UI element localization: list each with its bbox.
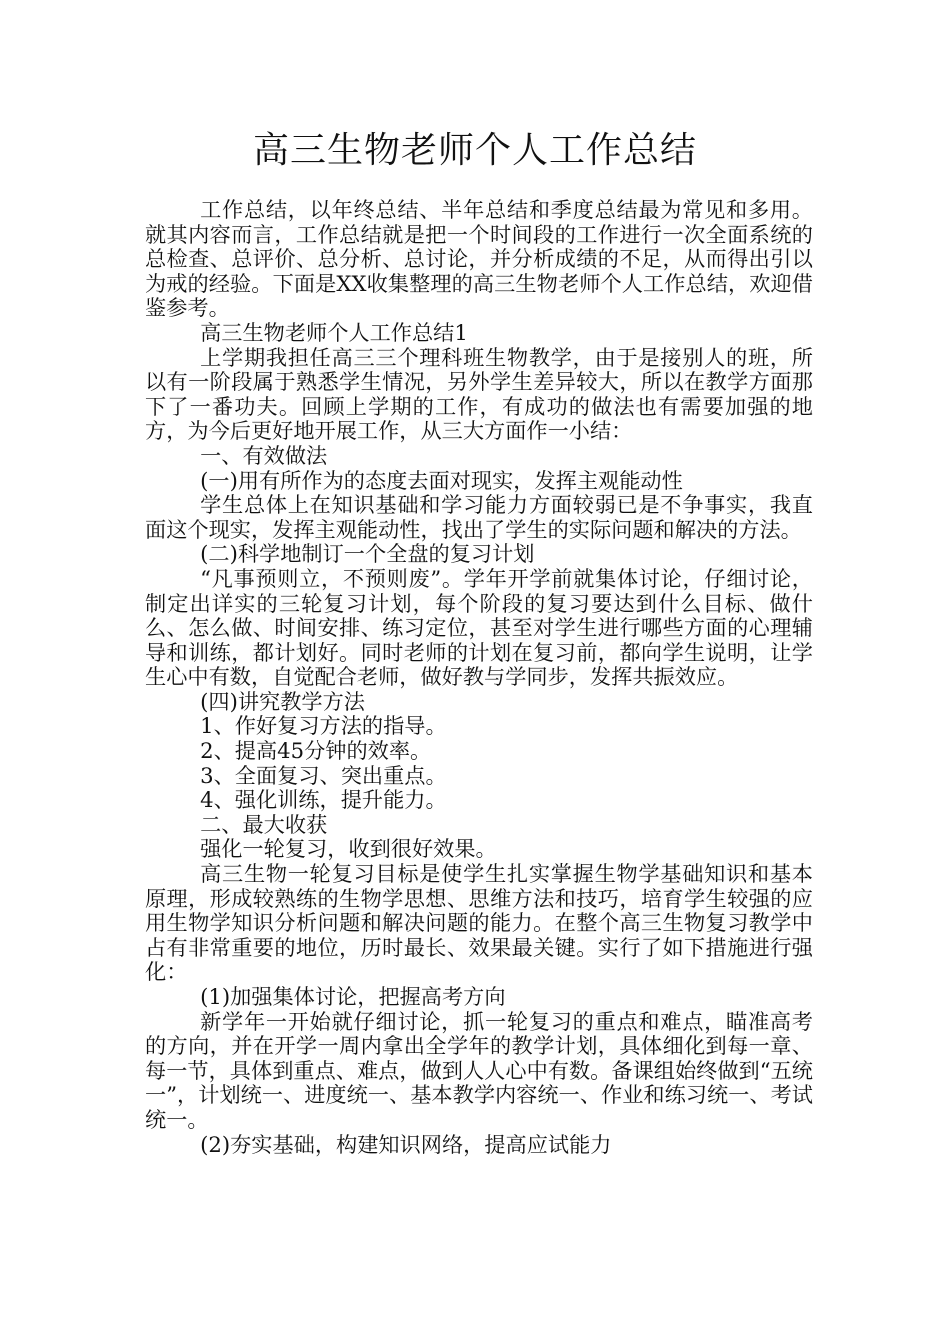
paragraph: 学生总体上在知识基础和学习能力方面较弱已是不争事实，我直面这个现实，发挥主观能动性，找出了学生的实际问题和解决的方法。: [145, 492, 813, 542]
list-item: 4、强化训练，提升能力。: [200, 787, 447, 813]
paragraph: 新学年一开始就仔细讨论，抓一轮复习的重点和难点，瞄准高考的方向，并在开学一周内拿出全学年的教学计划，具体细化到每一章、每一节，具体到重点、难点，做到人人心中有数。备课组始终做到“五统一”，计划统一、进度统一、基本教学内容统一、作业和练习统一、考试统一。: [145, 1008, 813, 1132]
section-heading: 一、有效做法: [200, 442, 328, 468]
list-item: 3、全面复习、突出重点。: [200, 762, 447, 788]
paragraph-intro: 工作总结，以年终总结、半年总结和季度总结最为常见和多用。就其内容而言，工作总结就是把一个时间段的工作进行一次全面系统的总检查、总评价、总分析、总讨论，并分析成绩的不足，从而得出引以为戒的经验。下面是XX收集整理的高三生物老师个人工作总结，欢迎借鉴参考。: [145, 197, 813, 321]
section-heading: 二、最大收获: [200, 811, 328, 837]
subsection-heading: (二)科学地制订一个全盘的复习计划: [200, 541, 535, 567]
document-title: 高三生物老师个人工作总结: [252, 130, 697, 171]
subsection-heading: (1)加强集体讨论，把握高考方向: [200, 984, 506, 1009]
paragraph: 高三生物一轮复习目标是使学生扎实掌握生物学基础知识和基本原理，形成较熟练的生物学思想、思维方法和技巧，培育学生较强的应用生物学知识分析问题和解决问题的能力。在整个高三生物复习教学中占有非常重要的地位，历时最长、效果最关键。实行了如下措施进行强化：: [145, 861, 813, 985]
document-body: [145, 198, 813, 1157]
subsection-heading: (四)讲究教学方法: [200, 688, 365, 714]
subsection-heading: (2)夯实基础，构建知识网络，提高应试能力: [200, 1131, 612, 1157]
section-heading: 高三生物老师个人工作总结1: [200, 319, 468, 345]
list-item: 2、提高45分钟的效率。: [200, 738, 432, 764]
list-item: 1、作好复习方法的指导。: [200, 713, 447, 739]
paragraph: “凡事预则立，不预则废”。学年开学前就集体讨论，仔细讨论，制定出详实的三轮复习计划，每个阶段的复习要达到什么目标、做什么、怎么做、时间安排、练习定位，甚至对学生进行哪些方面的心理辅导和训练，都计划好。同时老师的计划在复习前，都向学生说明，让学生心中有数，自觉配合老师，做好教与学同步，发挥共振效应。: [145, 565, 813, 690]
paragraph: 上学期我担任高三三个理科班生物教学，由于是接别人的班，所以有一阶段属于熟悉学生情况，另外学生差异较大，所以在教学方面那下了一番功夫。回顾上学期的工作，有成功的做法也有需要加强的地方，为今后更好地开展工作，从三大方面作一小结：: [145, 344, 813, 444]
subsection-heading: (一)用有所作为的态度去面对现实，发挥主观能动性: [200, 467, 683, 493]
paragraph: 强化一轮复习，收到很好效果。: [200, 836, 497, 862]
